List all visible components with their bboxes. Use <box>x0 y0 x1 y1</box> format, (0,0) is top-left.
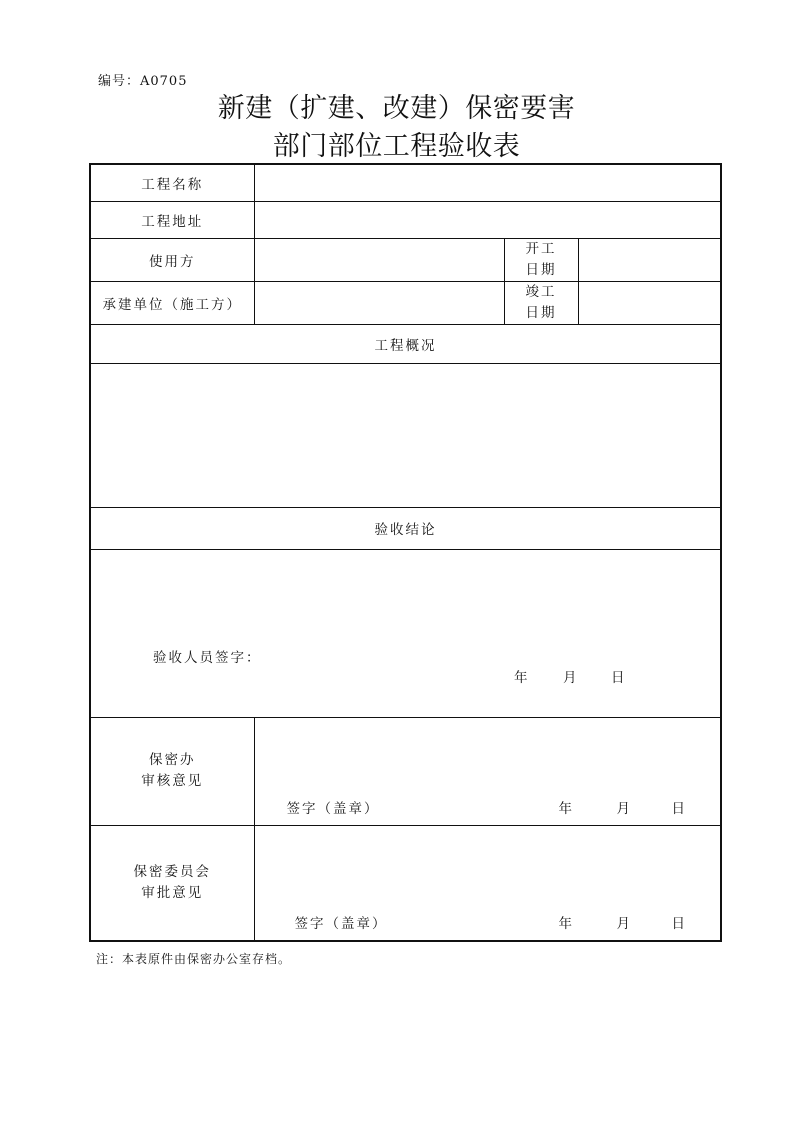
acceptance-form-table <box>89 163 722 942</box>
secrecy-committee-day-label: 日 <box>671 916 687 932</box>
field-finish-date[interactable] <box>578 281 721 324</box>
row-conclusion-body <box>90 549 721 717</box>
label-finish-date-l2: 日期 <box>525 304 557 321</box>
label-start-date-l2: 日期 <box>525 261 557 278</box>
conclusion-day-label: 日 <box>611 669 627 686</box>
section-overview-header: 工程概况 <box>90 324 721 363</box>
secrecy-office-day-label: 日 <box>671 800 687 817</box>
label-secrecy-office-l1: 保密办 <box>149 752 196 768</box>
label-secrecy-office <box>90 717 254 825</box>
footnote: 注：本表原件由保密办公室存档。 <box>96 952 292 966</box>
field-start-date[interactable] <box>578 238 721 281</box>
label-secrecy-committee <box>90 825 254 941</box>
label-secrecy-office-l2: 审核意见 <box>141 773 204 789</box>
label-project-name: 工程名称 <box>90 164 254 201</box>
conclusion-year-label: 年 <box>514 669 530 686</box>
label-finish-date <box>504 281 578 324</box>
secrecy-office-month-label: 月 <box>616 800 632 817</box>
field-user[interactable] <box>254 238 504 281</box>
field-project-name[interactable] <box>254 164 721 201</box>
field-overview[interactable] <box>90 363 721 507</box>
label-user: 使用方 <box>90 238 254 281</box>
secrecy-committee-sign-label: 签字（盖章） <box>294 916 388 932</box>
field-contractor[interactable] <box>254 281 504 324</box>
field-secrecy-office-opinion[interactable] <box>254 717 721 825</box>
row-overview-header <box>90 324 721 363</box>
label-project-address: 工程地址 <box>90 201 254 238</box>
form-title-line1: 新建（扩建、改建）保密要害 <box>217 93 576 124</box>
field-project-address[interactable] <box>254 201 721 238</box>
secrecy-committee-month-label: 月 <box>616 916 632 932</box>
label-secrecy-committee-l1: 保密委员会 <box>133 863 211 880</box>
row-conclusion-header <box>90 507 721 549</box>
field-conclusion[interactable] <box>90 549 721 717</box>
conclusion-signer-label: 验收人员签字： <box>153 649 262 666</box>
label-contractor: 承建单位（施工方） <box>90 281 254 324</box>
label-finish-date-l1: 竣工 <box>525 283 557 300</box>
row-secrecy-committee <box>90 825 721 941</box>
section-conclusion-header: 验收结论 <box>90 507 721 549</box>
secrecy-office-year-label: 年 <box>558 800 574 817</box>
conclusion-month-label: 月 <box>563 669 579 686</box>
row-project-address <box>90 201 721 238</box>
form-title-line2: 部门部位工程验收表 <box>272 131 521 162</box>
label-start-date-l1: 开工 <box>525 240 557 257</box>
label-start-date <box>504 238 578 281</box>
label-secrecy-committee-l2: 审批意见 <box>141 884 204 901</box>
row-secrecy-office <box>90 717 721 825</box>
row-user <box>90 238 721 281</box>
secrecy-office-sign-label: 签字（盖章） <box>286 800 380 817</box>
row-contractor <box>90 281 721 324</box>
document-number: 编号：A0705 <box>98 74 188 89</box>
row-project-name <box>90 164 721 201</box>
row-overview-body <box>90 363 721 507</box>
field-secrecy-committee-opinion[interactable] <box>254 825 721 941</box>
secrecy-committee-year-label: 年 <box>558 916 574 932</box>
